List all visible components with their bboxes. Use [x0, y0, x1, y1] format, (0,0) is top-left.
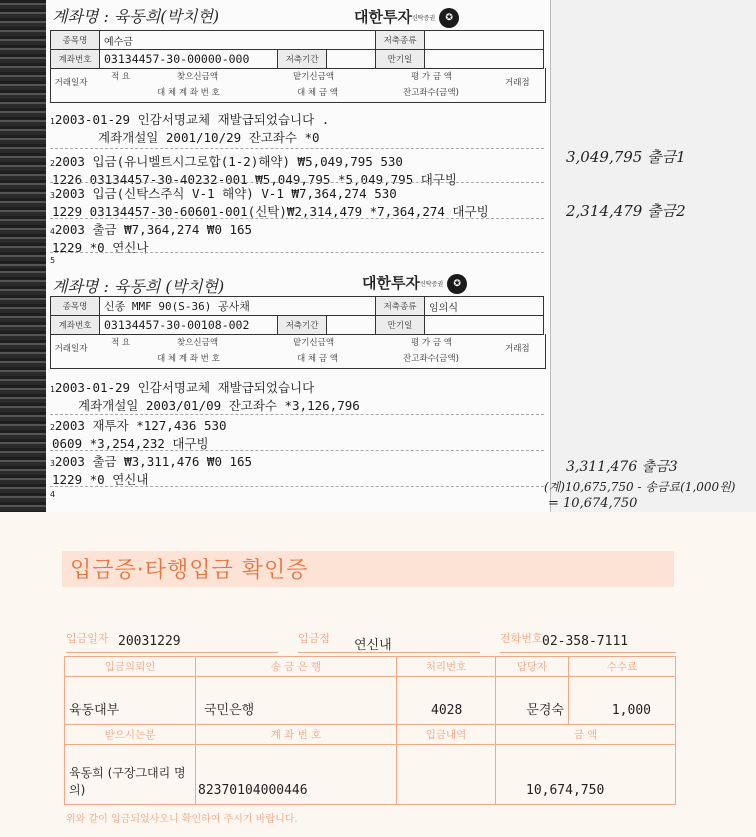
passbook-1 [46, 0, 551, 268]
row-separator [50, 486, 544, 487]
item-name-value: 예수금 [100, 31, 376, 50]
row-number: 3 [50, 191, 55, 200]
withdraw-amount-header: 맡기신금액 [293, 338, 335, 348]
row-separator [50, 218, 544, 219]
save-period-label: 저축기간 [278, 316, 327, 335]
phone-value: 02-358-7111 [542, 634, 629, 649]
clerk-header: 담당자 [496, 657, 569, 677]
column-header [50, 334, 546, 369]
sender-value: 육동대부 [65, 677, 196, 725]
account-no-label: 계좌번호 [51, 50, 100, 69]
passbook-1-binding-edge [0, 0, 46, 268]
row-separator [50, 414, 544, 415]
balance-header: 잔고좌수(금액) [403, 354, 459, 364]
handwritten-note: 2,314,479 출금2 [566, 202, 686, 220]
row-line-2: 1229 03134457-30-60601-001(신탁)₩2,314,479 *7,364,274 대구빙 [52, 204, 489, 219]
save-period-value [327, 50, 376, 69]
deposit-date-label: 입금일자 [66, 632, 109, 645]
trade-date-header: 거래일자 [54, 344, 88, 354]
bank-logo-icon: ✪ [447, 274, 467, 294]
trade-date-header: 거래일자 [54, 78, 88, 88]
row-line-1: 2003-01-29 인감서명교체 재발급되었습니다 . [54, 112, 330, 127]
account-no-value: 03134457-30-00000-000 [100, 50, 278, 69]
alt-account-header: 대 체 계 좌 번 호 [157, 354, 220, 364]
transaction-row [50, 416, 227, 452]
save-type-label: 저축종류 [376, 297, 425, 316]
alt-amount-header: 대 체 금 액 [297, 354, 338, 364]
row-line-1: 2003 출금 ₩3,311,476 ₩0 165 [54, 454, 253, 469]
row-line-2: 계좌개설일 2003/01/09 잔고좌수 *3,126,796 [78, 398, 360, 413]
process-no-value: 4028 [397, 677, 496, 725]
clerk-value: 문경숙 [496, 677, 569, 725]
bank-name: 대한투자 [362, 274, 420, 292]
row-line-1: 2003 입금(유니벨트시그로합(1-2)해약) ₩5,049,795 530 [54, 154, 403, 169]
bank-brand [362, 272, 467, 294]
account-no-label: 계좌번호 [51, 316, 100, 335]
underline [66, 652, 278, 653]
row-separator [50, 450, 544, 451]
account-no-value: 03134457-30-00108-002 [100, 316, 278, 335]
row-line-2: 0609 *3,254,232 대구빙 [52, 436, 209, 451]
receipt-table [64, 656, 676, 805]
row-line-1: 2003 재투자 *127,436 530 [54, 418, 227, 433]
account-holder-handwriting: 계좌명 : 육동희 (박치현) [52, 277, 225, 296]
deposit-amount-header: 찾으신금액 [177, 338, 219, 348]
withdraw-amount-header: 맡기신금액 [293, 72, 335, 82]
recipient-header: 받으시는분 [65, 725, 196, 745]
bank-brand [354, 6, 459, 28]
summary-header: 적 요 [111, 72, 131, 82]
row-line-1: 2003 출금 ₩7,364,274 ₩0 165 [54, 222, 253, 237]
alt-account-header: 대 체 계 좌 번 호 [157, 88, 220, 98]
item-name-label: 종목명 [51, 31, 100, 50]
sending-bank-header: 송 금 은 행 [196, 657, 397, 677]
alt-amount-header: 대 체 금 액 [297, 88, 338, 98]
row-number: 5 [50, 256, 56, 265]
account-number-value: 82370104000446 [196, 745, 397, 805]
underline [500, 652, 676, 653]
deposit-date-value: 20031229 [118, 634, 181, 649]
eval-amount-header: 평 가 금 액 [411, 338, 452, 348]
amount-header: 금 액 [496, 725, 676, 745]
maturity-label: 만기일 [376, 316, 425, 335]
balance-header: 잔고좌수(금액) [403, 88, 459, 98]
item-name-label: 종목명 [51, 297, 100, 316]
handwritten-note: (계)10,675,750 - 송금료(1,000원) [544, 480, 736, 494]
receipt-title: 입금증·타행입금 확인증 [70, 558, 309, 583]
eval-amount-header: 평 가 금 액 [411, 72, 452, 82]
item-name-value: 신종 MMF 90(S-36) 공사채 [100, 297, 376, 316]
deposit-detail-value [397, 745, 496, 805]
save-type-value: 임의식 [425, 297, 544, 316]
row-number: 3 [50, 459, 55, 468]
handwritten-note: 3,049,795 출금1 [566, 148, 686, 166]
branch-header: 거래점 [505, 344, 530, 354]
branch-header: 거래점 [505, 78, 530, 88]
transaction-row [50, 184, 489, 220]
row-separator [50, 252, 544, 253]
maturity-value [425, 316, 544, 335]
row-number: 2 [50, 159, 55, 168]
row-number: 1 [50, 385, 55, 394]
account-info-table [50, 296, 544, 335]
maturity-label: 만기일 [376, 50, 425, 69]
bank-logo-subtext: 신탁증권 [411, 15, 436, 22]
account-holder-handwriting: 계좌명 : 육동희(박치현) [52, 7, 220, 26]
bank-name: 대한투자 [354, 8, 412, 26]
save-type-value [425, 31, 544, 50]
row-number: 4 [50, 490, 56, 499]
amount-value: 10,674,750 [496, 745, 676, 805]
maturity-value [425, 50, 544, 69]
transaction-row [50, 452, 252, 488]
deposit-amount-header: 찾으신금액 [177, 72, 219, 82]
row-line-2: 1229 *0 연신내 [52, 472, 149, 487]
transaction-row [50, 110, 329, 146]
fee-value: 1,000 [569, 677, 676, 725]
account-number-header: 계 좌 번 호 [196, 725, 397, 745]
deposit-branch-value: 연신내 [354, 638, 392, 653]
row-number: 4 [50, 227, 55, 236]
recipient-value: 육동희 (구장그대리 명의) [65, 745, 196, 805]
handwritten-note: = 10,674,750 [548, 496, 638, 511]
deposit-branch-label: 입금점 [298, 632, 330, 645]
row-number: 1 [50, 117, 55, 126]
handwritten-note: 3,311,476 출금3 [566, 459, 678, 475]
account-info-table [50, 30, 544, 69]
row-line-2: 1229 *0 연신나 [52, 240, 149, 255]
fee-header: 수수료 [569, 657, 676, 677]
sending-bank-value: 국민은행 [196, 677, 397, 725]
process-no-header: 처리번호 [397, 657, 496, 677]
row-line-2: 1226 03134457-30-40232-001 ₩5,049,795 *5,049,795 대구빙 [52, 172, 457, 187]
passbook-2-binding-edge [0, 268, 46, 512]
transaction-row [50, 378, 360, 414]
row-line-1: 2003 입금(신탁스주식 V-1 해약) V-1 ₩7,364,274 530 [54, 186, 397, 201]
sender-header: 입금의뢰인 [65, 657, 196, 677]
save-period-label: 저축기간 [278, 50, 327, 69]
row-line-1: 2003-01-29 인감서명교체 재발급되었습니다 [54, 380, 315, 395]
column-header [50, 68, 546, 103]
deposit-detail-header: 입금내역 [397, 725, 496, 745]
row-separator [50, 148, 544, 149]
save-type-label: 저축종류 [376, 31, 425, 50]
underline [298, 652, 480, 653]
row-number: 2 [50, 423, 55, 432]
bank-logo-icon: ✪ [439, 8, 459, 28]
row-line-2: 계좌개설일 2001/10/29 잔고좌수 *0 [98, 130, 320, 145]
row-separator [50, 182, 544, 183]
passbook-2 [46, 268, 551, 512]
phone-label: 전화번호 [500, 632, 543, 645]
summary-header: 적 요 [111, 338, 131, 348]
receipt-footer-note: 위와 같이 입금되었사오니 확인하여 주시기 바랍니다. [66, 814, 298, 825]
transaction-row [50, 220, 252, 256]
save-period-value [327, 316, 376, 335]
bank-logo-subtext: 신탁증권 [419, 281, 444, 288]
